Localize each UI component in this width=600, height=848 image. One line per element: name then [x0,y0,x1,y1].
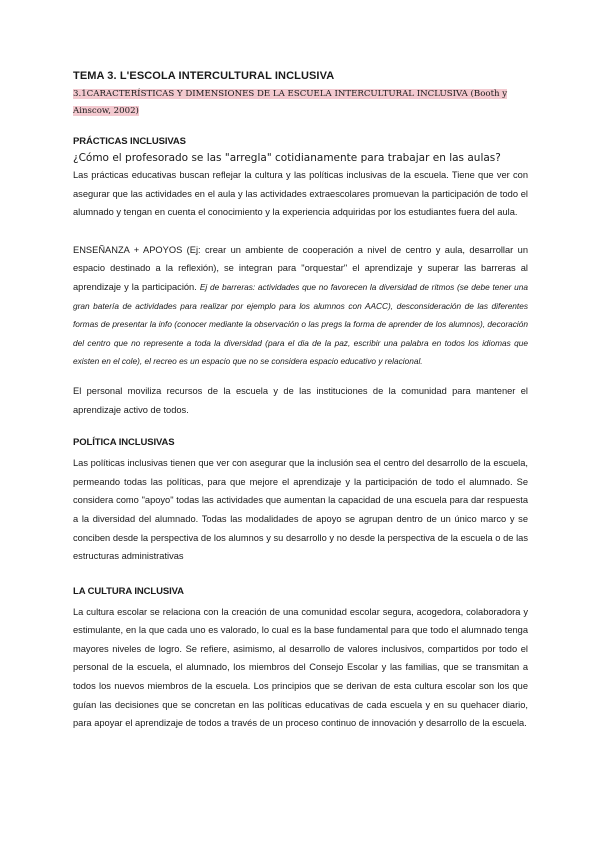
subtitle-highlight: 3.1CARACTERÍSTICAS Y DIMENSIONES DE LA ESCUELA INTERCULTURAL INCLUSIVA (Booth y Ainscow, 2002) [73,89,508,116]
practicas-paragraph-1: Las prácticas educativas buscan reflejar la cultura y las políticas inclusivas de la escuela. Tiene que ver con asegurar que las actividades en el aula y las actividades extraescolares promuevan la participación de todo el alumnado y tengan en cuenta el conocimiento y la experiencia adquiridas por los estudiantes fuera del aula. [73,170,528,218]
document-page [73,70,528,733]
practicas-paragraph-2 [73,241,528,371]
politica-paragraph: Las políticas inclusivas tienen que ver con asegurar que la inclusión sea el centro del desarrollo de la escuela, permeando todas las políticas, para que mejore el aprendizaje y la participación de todo el alumnado. Se considera como "apoyo" todas las actividades que aumentan la capacidad de una escuela para dar respuesta a la diversidad del alumnado. Todas las modalidades de apoyo se agrupan dentro de un único marco y se conciben desde la perspectiva de los alumnos y su desarrollo y no desde la perspectiva de la escuela o de las estructuras administrativas [73,458,528,562]
practicas-question: ¿Cómo el profesorado se las "arregla" cotidianamente para trabajar en las aulas? [73,152,501,164]
section-subtitle [73,86,528,120]
document-title: TEMA 3. L'ESCOLA INTERCULTURAL INCLUSIVA [73,70,335,82]
cultura-paragraph: La cultura escolar se relaciona con la creación de una comunidad escolar segura, acogedora, colaboradora y estimulante, en la que cada uno es valorado, lo cual es la base fundamental para que todo el alumnado tenga mayores niveles de logro. Se refiere, asimismo, al desarrollo de valores inclusivos, compartidos por todo el personal de la escuela, el alumnado, los miembros del Consejo Escolar y las familias, que se transmitan a todos los nuevos miembros de la escuela. Los principios que se derivan de esta cultura escolar son los que guían las decisiones que se concretan en las políticas educativas de cada escuela y en su quehacer diario, para apoyar el aprendizaje de todos a través de un proceso continuo de innovación y desarrollo de la escuela. [73,606,528,729]
practicas-paragraph-2-italic: Ej de barreras: actividades que no favorecen la diversidad de ritmos (se debe tener una gran batería de actividades para realizar por ejemplo para los alumnos con AACC), desconsideración de las diferentes formas de presentar la info (conocer mediante la observación o las pregs la forma de aprender de los alumnos), decoración del centro que no represente a toda la diversidad (para el dia de la paz, escribir una palabra en todos los idiomas que existen en el cole), el recreo es un espacio que no se considera espacio educativo y relacional. [73,281,529,367]
practicas-paragraph-3: El personal moviliza recursos de la escuela y de las instituciones de la comunidad para mantener el aprendizaje activo de todos. [73,385,528,415]
practicas-paragraph-2-text: ENSEÑANZA + APOYOS (Ej: crear un ambiente de cooperación a nivel de centro y aula, desarrollar un espacio destinado a la reflexión), se integran para "orquestar" el aprendizaje y superar las barreras al aprendizaje y la participación. [73,244,528,292]
politica-heading: POLÍTICA INCLUSIVAS [73,437,175,449]
cultura-heading: LA CULTURA INCLUSIVA [73,585,184,597]
practicas-heading: PRÁCTICAS INCLUSIVAS [73,136,186,147]
